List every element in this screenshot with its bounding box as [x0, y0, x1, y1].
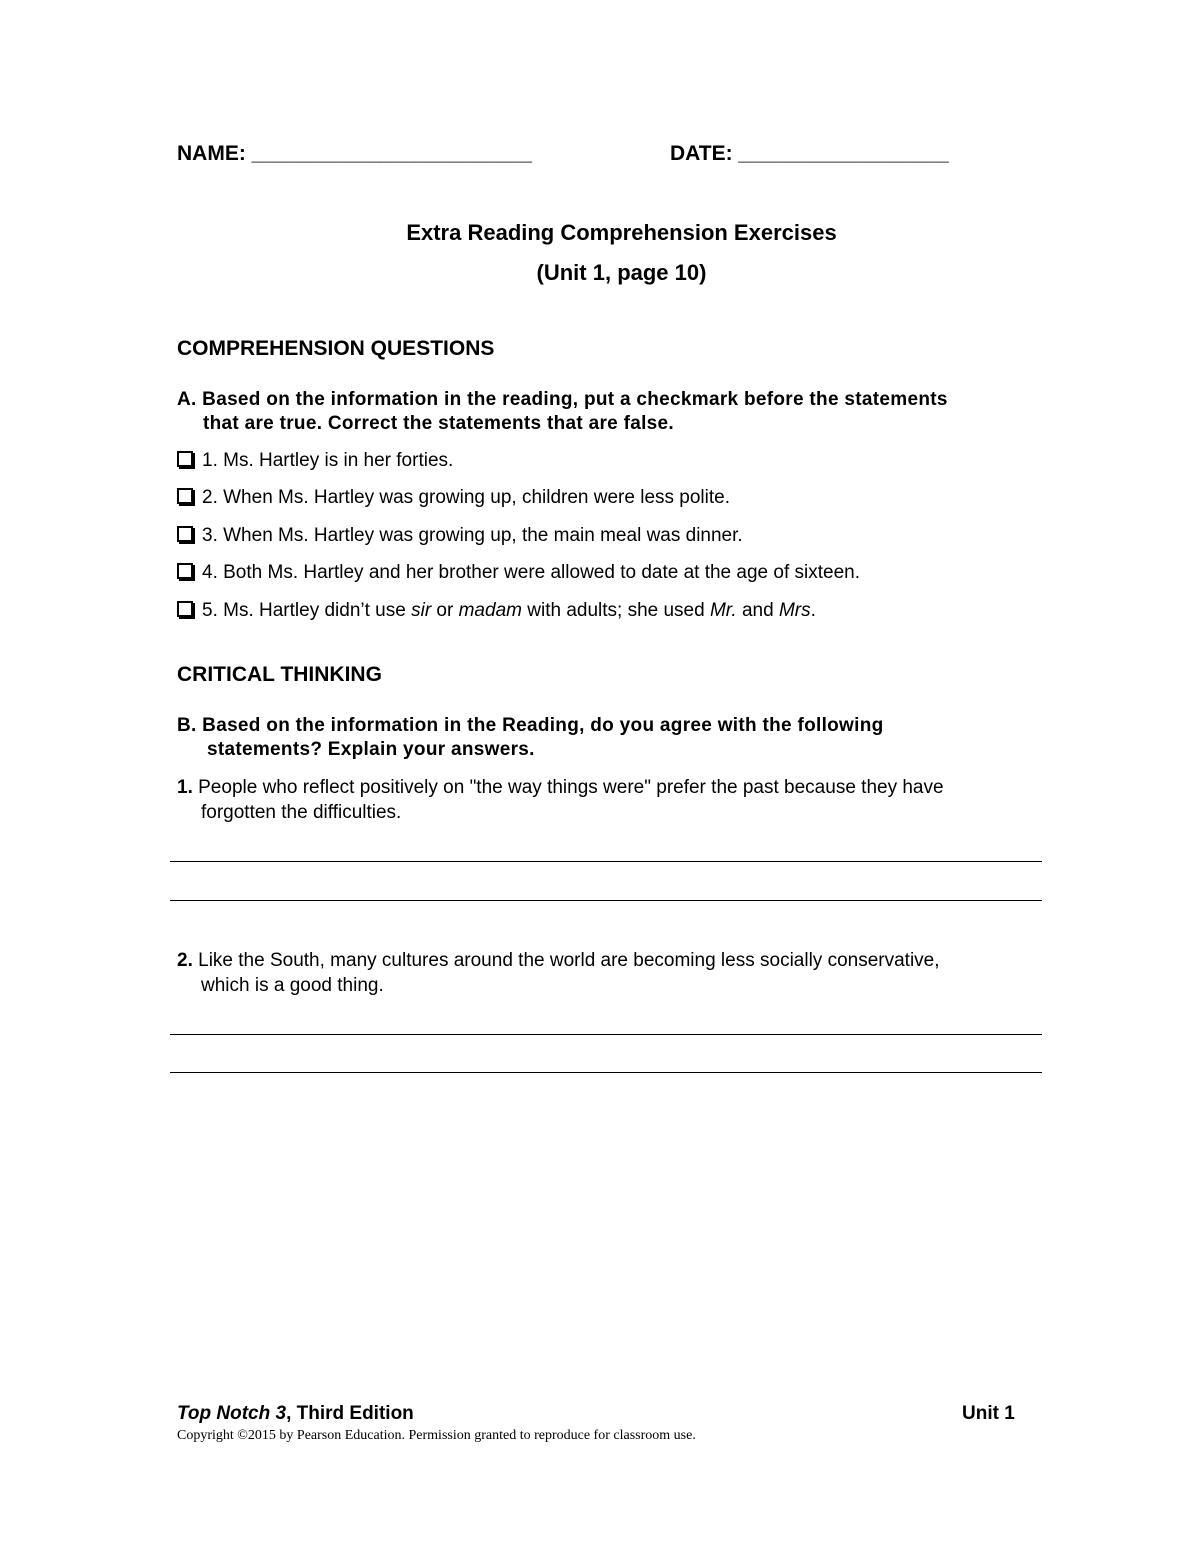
checkbox-icon[interactable] — [177, 601, 193, 617]
question-number: 1. — [177, 777, 193, 798]
footer-copyright: Copyright ©2015 by Pearson Education. Permission granted to reproduce for classroom use. — [177, 1428, 696, 1443]
question-1: 1. People who reflect positively on "the way things were" prefer the past because they have forgotten the difficulties. — [177, 777, 944, 823]
checkbox-icon[interactable] — [177, 563, 193, 579]
checkbox-icon[interactable] — [177, 526, 193, 542]
section-b-heading: CRITICAL THINKING — [177, 663, 382, 686]
footer-book-title: Top Notch 3, Third Edition — [177, 1403, 414, 1424]
section-a-instruction-line2: that are true. Correct the statements that are false. — [203, 413, 674, 434]
section-a-instruction-line1: A. Based on the information in the reading, put a checkmark before the statements — [177, 389, 948, 410]
footer-unit: Unit 1 — [962, 1403, 1015, 1424]
checkbox-icon[interactable] — [177, 488, 193, 504]
answer-line[interactable] — [170, 900, 1042, 901]
page-subtitle: (Unit 1, page 10) — [536, 260, 707, 285]
question-number: 2. — [177, 950, 193, 971]
answer-line[interactable] — [170, 1034, 1042, 1035]
page-title: Extra Reading Comprehension Exercises — [406, 220, 837, 245]
section-b-instruction-line1: B. Based on the information in the Reading, do you agree with the following — [177, 715, 884, 736]
statement-item-4: 4. Both Ms. Hartley and her brother were allowed to date at the age of sixteen. — [177, 561, 860, 585]
question-2: 2. Like the South, many cultures around the world are becoming less socially conservative, which is a good thing. — [177, 950, 940, 996]
checkbox-icon[interactable] — [177, 451, 193, 467]
statement-item-3: 3. When Ms. Hartley was growing up, the main meal was dinner. — [177, 524, 743, 548]
date-field-label[interactable]: DATE: __________________ — [670, 142, 949, 165]
section-a-heading: COMPREHENSION QUESTIONS — [177, 337, 495, 360]
answer-line[interactable] — [170, 1072, 1042, 1073]
answer-line[interactable] — [170, 861, 1042, 862]
section-b-instruction-line2: statements? Explain your answers. — [207, 739, 535, 760]
name-field-label[interactable]: NAME: ________________________ — [177, 142, 532, 165]
statement-item-5: 5. Ms. Hartley didn’t use sir or madam with adults; she used Mr. and Mrs. — [177, 599, 816, 623]
statement-item-1: 1. Ms. Hartley is in her forties. — [177, 449, 453, 473]
statement-item-2: 2. When Ms. Hartley was growing up, children were less polite. — [177, 486, 730, 510]
